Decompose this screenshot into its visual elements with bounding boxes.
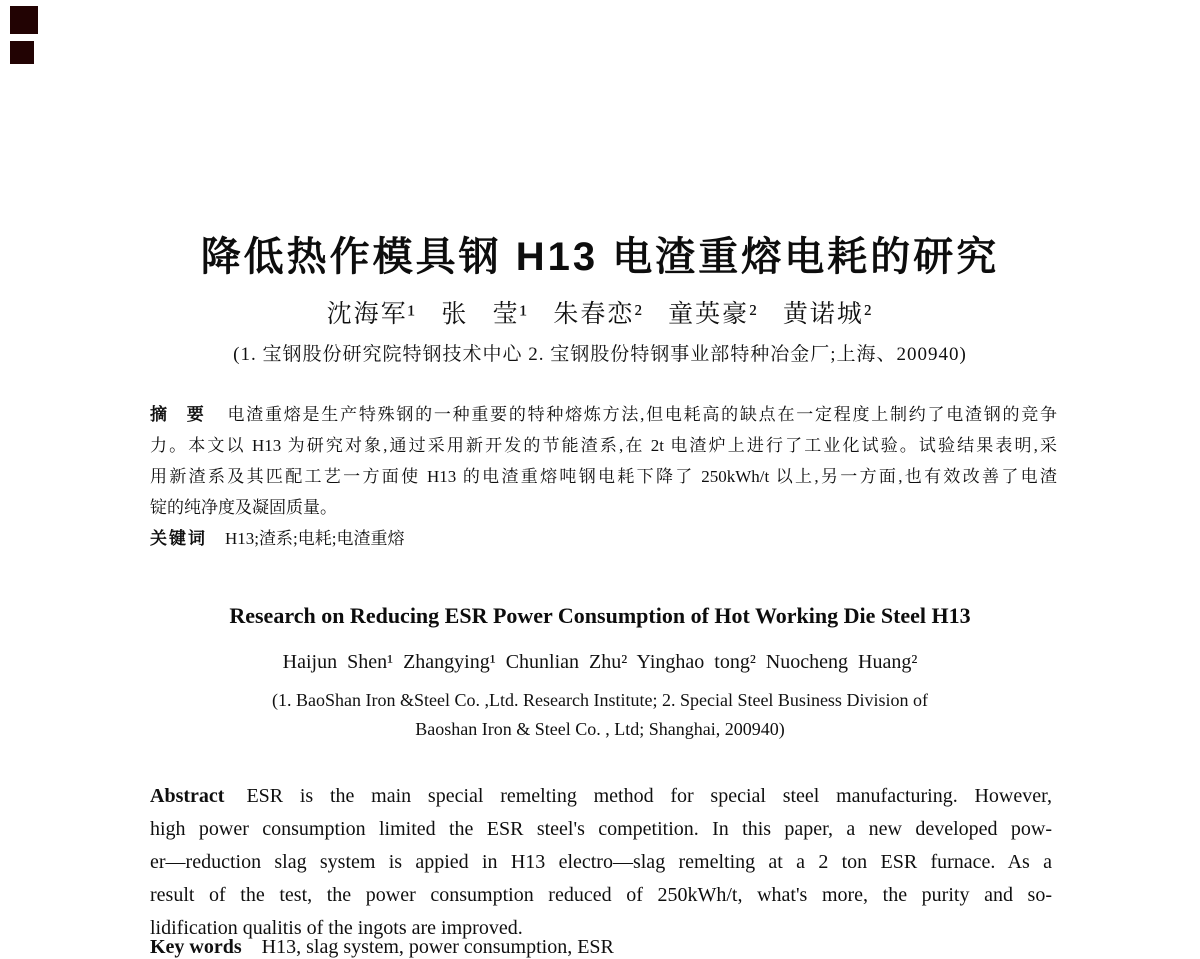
abstract-chinese-text: 电渣重熔是生产特殊钢的一种重要的特种熔炼方法,但电耗高的缺点在一定程度上制约了电渣钢的竞争 [227, 405, 1058, 424]
scan-artifact-mark [10, 6, 38, 34]
paper-title-chinese: 降低热作模具钢 H13 电渣重熔电耗的研究 [200, 234, 1000, 279]
affiliation-english-line1: (1. BaoShan Iron &Steel Co. ,Ltd. Research Institute; 2. Special Steel Business Division of [272, 690, 928, 710]
abstract-english-line [150, 780, 1052, 813]
keywords-chinese-text: H13;渣系;电耗;电渣重熔 [225, 529, 405, 548]
keywords-english-line [150, 936, 1052, 959]
abstract-chinese [150, 399, 1057, 554]
abstract-english-text: ESR is the main special remelting method for special steel manufacturing. However, [246, 785, 1052, 807]
abstract-chinese-line [150, 399, 1057, 430]
scan-artifact-mark [10, 41, 34, 64]
keywords-english-text: H13, slag system, power consumption, ESR [261, 936, 614, 958]
abstract-label-english: Abstract [150, 785, 225, 807]
authors-english: Haijun Shen¹ Zhangying¹ Chunlian Zhu² Yinghao tong² Nuocheng Huang² [282, 651, 918, 673]
abstract-english-line: lidification qualitis of the ingots are improved. [150, 917, 523, 939]
keywords-label-english: Key words [150, 936, 242, 958]
keywords-label-chinese: 关键词 [150, 529, 207, 548]
affiliation-chinese: (1. 宝钢股份研究院特钢技术中心 2. 宝钢股份特钢事业部特种冶金厂;上海、200940) [233, 344, 967, 365]
affiliation-english-line2: Baoshan Iron & Steel Co. , Ltd; Shanghai, 200940) [415, 719, 785, 739]
abstract-english-line: result of the test, the power consumption reduced of 250kWh/t, what's more, the purity and so- [150, 884, 1052, 906]
abstract-chinese-line: 用新渣系及其匹配工艺一方面使 H13 的电渣重熔吨钢电耗下降了 250kWh/t 以上,另一方面,也有效改善了电渣 [150, 467, 1057, 486]
abstract-chinese-line: 力。本文以 H13 为研究对象,通过采用新开发的节能渣系,在 2t 电渣炉上进行了工业化试验。试验结果表明,采 [150, 436, 1057, 455]
abstract-english [150, 780, 1052, 945]
authors-chinese: 沈海军¹ 张 莹¹ 朱春恋² 童英豪² 黄诺城² [326, 301, 874, 328]
abstract-english-line: high power consumption limited the ESR steel's competition. In this paper, a new developed pow- [150, 818, 1052, 840]
paper-title-english: Research on Reducing ESR Power Consumption of Hot Working Die Steel H13 [229, 603, 971, 629]
abstract-label-chinese: 摘 要 [150, 405, 212, 424]
abstract-chinese-line: 锭的纯净度及凝固质量。 [150, 498, 337, 517]
keywords-chinese-line [150, 523, 1057, 554]
abstract-english-line: er—reduction slag system is appied in H13 electro—slag remelting at a 2 ton ESR furnace. As a [150, 851, 1052, 873]
